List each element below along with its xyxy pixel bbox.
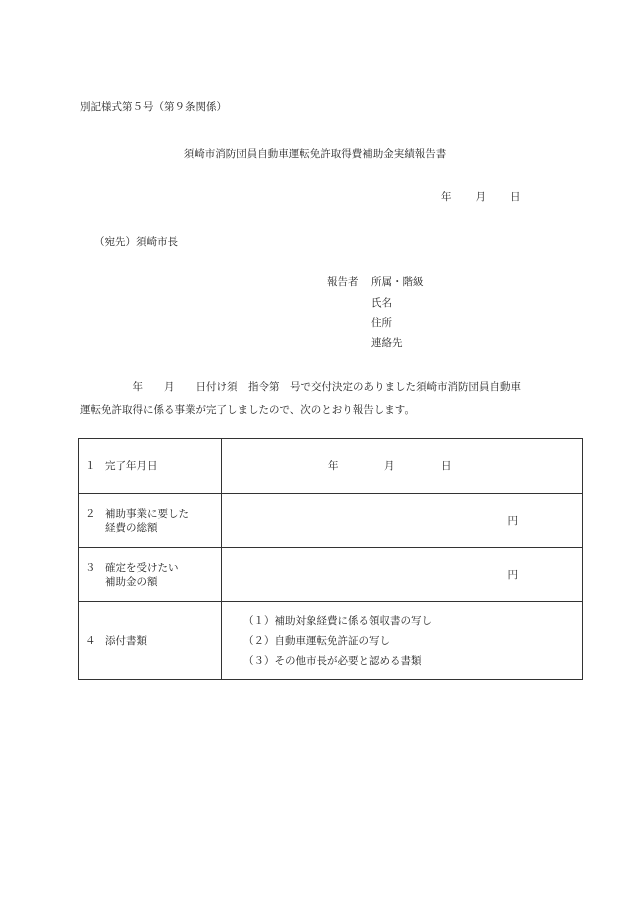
row-label-cell bbox=[79, 439, 222, 494]
reporter-affiliation-field: 所属・階級 bbox=[371, 276, 424, 288]
completion-date-cell bbox=[222, 439, 583, 494]
reporter-name-field: 氏名 bbox=[371, 297, 392, 309]
row-label-cell bbox=[79, 602, 222, 680]
report-date bbox=[441, 190, 521, 204]
addressee: （宛先）須崎市長 bbox=[94, 236, 178, 248]
row-label-line: 経費の総額 bbox=[105, 521, 158, 534]
reporter-contact-field: 連絡先 bbox=[371, 337, 403, 349]
table-row-completion-date bbox=[79, 439, 583, 494]
yen-unit: 円 bbox=[507, 568, 518, 581]
yen-unit: 円 bbox=[507, 514, 518, 527]
attachments-cell bbox=[222, 602, 583, 680]
reporter-label: 報告者 bbox=[327, 276, 359, 288]
row-label-cell bbox=[79, 548, 222, 602]
subsidy-amount-cell bbox=[222, 548, 583, 602]
row-label-line: 補助事業に要した bbox=[105, 507, 189, 520]
row-label: 添付書類 bbox=[105, 634, 147, 647]
date-year-label: 年 bbox=[441, 191, 452, 203]
row-label-cell bbox=[79, 494, 222, 548]
date-month-label: 月 bbox=[475, 191, 486, 203]
row-number: ４ bbox=[85, 634, 96, 647]
table-row-total-expense bbox=[79, 494, 583, 548]
reporter-address-field: 住所 bbox=[371, 317, 392, 329]
completion-month-label: 月 bbox=[384, 460, 395, 472]
report-table bbox=[78, 438, 583, 680]
body-text-line-2: 運転免許取得に係る事業が完了しましたので、次のとおり報告します。 bbox=[80, 404, 415, 416]
row-label bbox=[105, 561, 179, 589]
attachment-item: （３）その他市長が必要と認める書類 bbox=[243, 654, 422, 667]
body-text-line-1: 年 月 日付け須 指令第 号で交付決定のありました須崎市消防団員自動車 bbox=[80, 381, 521, 393]
row-label-line: 確定を受けたい bbox=[105, 561, 179, 574]
row-number: ２ bbox=[85, 507, 96, 520]
document-title: 須崎市消防団員自動車運転免許取得費補助金実績報告書 bbox=[183, 148, 447, 160]
completion-day-label: 日 bbox=[441, 460, 452, 472]
row-label-line: 補助金の額 bbox=[105, 575, 158, 588]
total-expense-cell bbox=[222, 494, 583, 548]
completion-year-label: 年 bbox=[328, 460, 339, 472]
row-number: １ bbox=[85, 460, 96, 472]
attachment-item: （２）自動車運転免許証の写し bbox=[243, 634, 390, 647]
date-day-label: 日 bbox=[510, 191, 521, 203]
row-label: 完了年月日 bbox=[105, 460, 158, 472]
row-number: ３ bbox=[85, 561, 96, 574]
table-row-subsidy-amount bbox=[79, 548, 583, 602]
row-label bbox=[105, 507, 189, 535]
attachment-item: （１）補助対象経費に係る領収書の写し bbox=[243, 614, 432, 627]
table-row-attachments bbox=[79, 602, 583, 680]
form-number: 別記様式第５号（第９条関係） bbox=[80, 101, 227, 113]
